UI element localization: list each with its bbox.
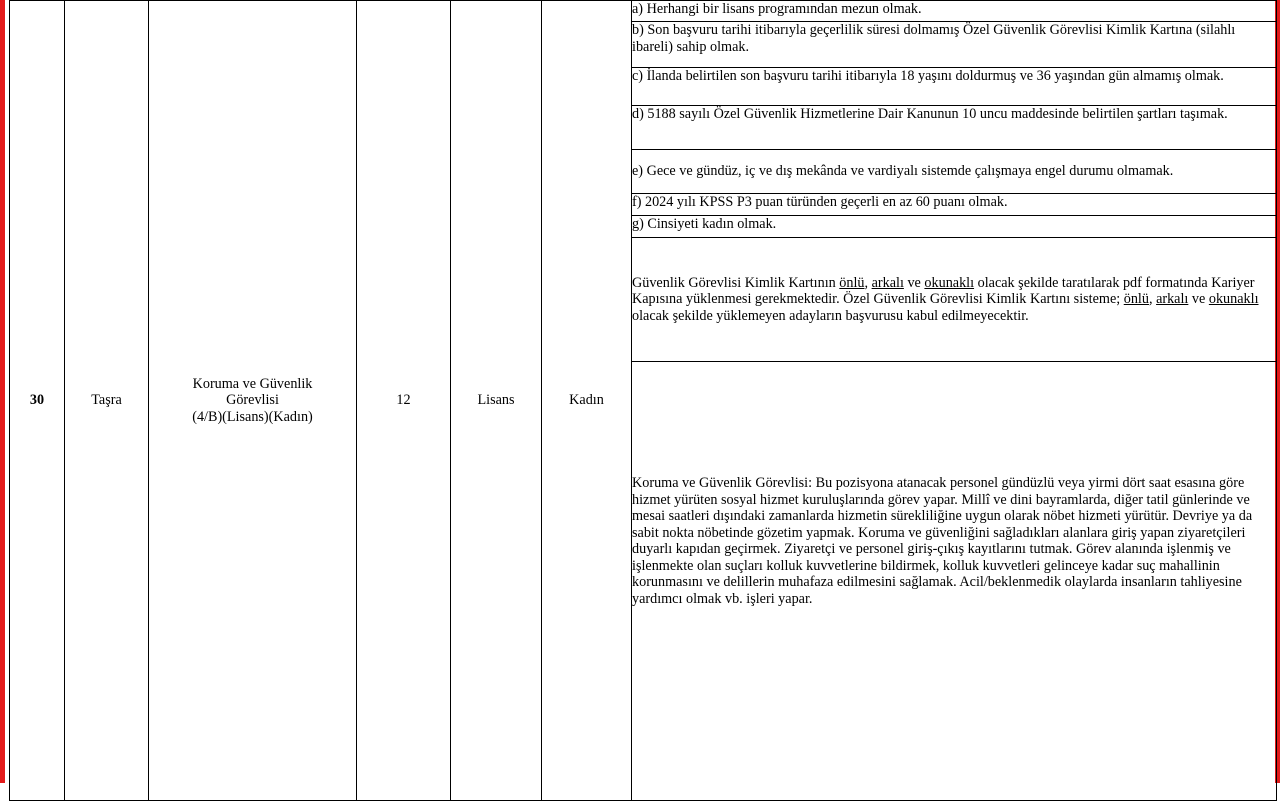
note-text: olacak şekilde yüklemeyen adayların başvurusu kabul edilmeyecektir.: [632, 307, 1029, 324]
note-emphasis: önlü: [839, 274, 865, 291]
position-title-cell: [149, 1, 357, 801]
position-count-cell: 12: [357, 1, 451, 801]
note-text: Güvenlik Görevlisi Kimlik Kartının: [632, 274, 840, 291]
note-text: ,: [864, 274, 872, 291]
note-text: ,: [1148, 291, 1157, 308]
education-cell: Lisans: [451, 1, 542, 801]
requirement-f: f) 2024 yılı KPSS P3 puan türünden geçerli en az 60 puanı olmak.: [632, 194, 1277, 216]
note-text: ve: [1188, 291, 1209, 308]
note-emphasis: okunaklı: [1208, 291, 1259, 308]
requirement-a: a) Herhangi bir lisans programından mezun olmak.: [632, 1, 1277, 22]
note-emphasis: önlü: [1123, 291, 1149, 308]
gender-cell: Kadın: [542, 1, 632, 801]
note-text: olacak şekilde taratılarak pdf formatında Kariyer Kapısına yüklenmesi gerekmektedir. Özel Güvenlik Görevlisi Kimlik Kartını sisteme;: [632, 274, 1255, 308]
row-number-cell: 30: [10, 1, 65, 801]
page-frame-left: [0, 0, 5, 783]
job-description-text: Koruma ve Güvenlik Görevlisi: Bu pozisyona atanacak personel gündüzlü veya yirmi dört saat esasına göre hizmet yürüten sosyal hizmet kuruluşlarında görev yapar. Millî ve dini bayramlarda, diğer tatil günlerinde ve mesai saatleri dışındaki zamanlarda hizmetin sürekliliğine uygun olarak nöbet hizmeti yürütür. Devriye ya da sabit nokta nöbetinde gözetim yapmak. Koruma ve güvenliğini sağladıkları alanlara giriş yapan ziyaretçileri duyarlı kapıdan geçirmek. Ziyaretçi ve personel giriş-çıkış kayıtlarını tutmak. Görev alanında işlenmiş ve işlenmekte olan suçları kolluk kuvvetlerine bildirmek, kolluk kuvvetleri gelinceye kadar suç mahallinin korunmasını ve delillerin muhafaza edilmesini sağlamak. Acil/beklenmedik olaylarda insanların tahliyesine yardımcı olmak vb. işleri yapar.: [632, 475, 1253, 607]
note-emphasis: okunaklı: [924, 274, 975, 291]
id-card-upload-note: [632, 238, 1277, 362]
organization-cell: Taşra: [65, 1, 149, 801]
requirement-g: g) Cinsiyeti kadın olmak.: [632, 216, 1277, 238]
requirement-d: d) 5188 sayılı Özel Güvenlik Hizmetlerine Dair Kanunun 10 uncu maddesinde belirtilen şartları taşımak.: [632, 106, 1277, 150]
requirement-b: b) Son başvuru tarihi itibarıyla geçerlilik süresi dolmamış Özel Güvenlik Görevlisi Kimlik Kartına (silahlı ibareli) sahip olmak.: [632, 22, 1277, 68]
job-description-cell: [632, 362, 1277, 801]
note-emphasis: arkalı: [871, 274, 904, 291]
job-requirements-table: [9, 0, 1277, 801]
requirement-c: c) İlanda belirtilen son başvuru tarihi itibarıyla 18 yaşını doldurmuş ve 36 yaşından gün almamış olmak.: [632, 68, 1277, 106]
note-text: ve: [903, 274, 925, 291]
position-title-line-1: Koruma ve Güvenlik: [192, 375, 313, 392]
position-title-line-2: Görevlisi: [226, 392, 279, 409]
note-emphasis: arkalı: [1156, 291, 1189, 308]
requirement-e: e) Gece ve gündüz, iç ve dış mekânda ve vardiyalı sistemde çalışmaya engel durumu olmamak.: [632, 150, 1277, 194]
position-title-line-3: (4/B)(Lisans)(Kadın): [192, 408, 313, 425]
